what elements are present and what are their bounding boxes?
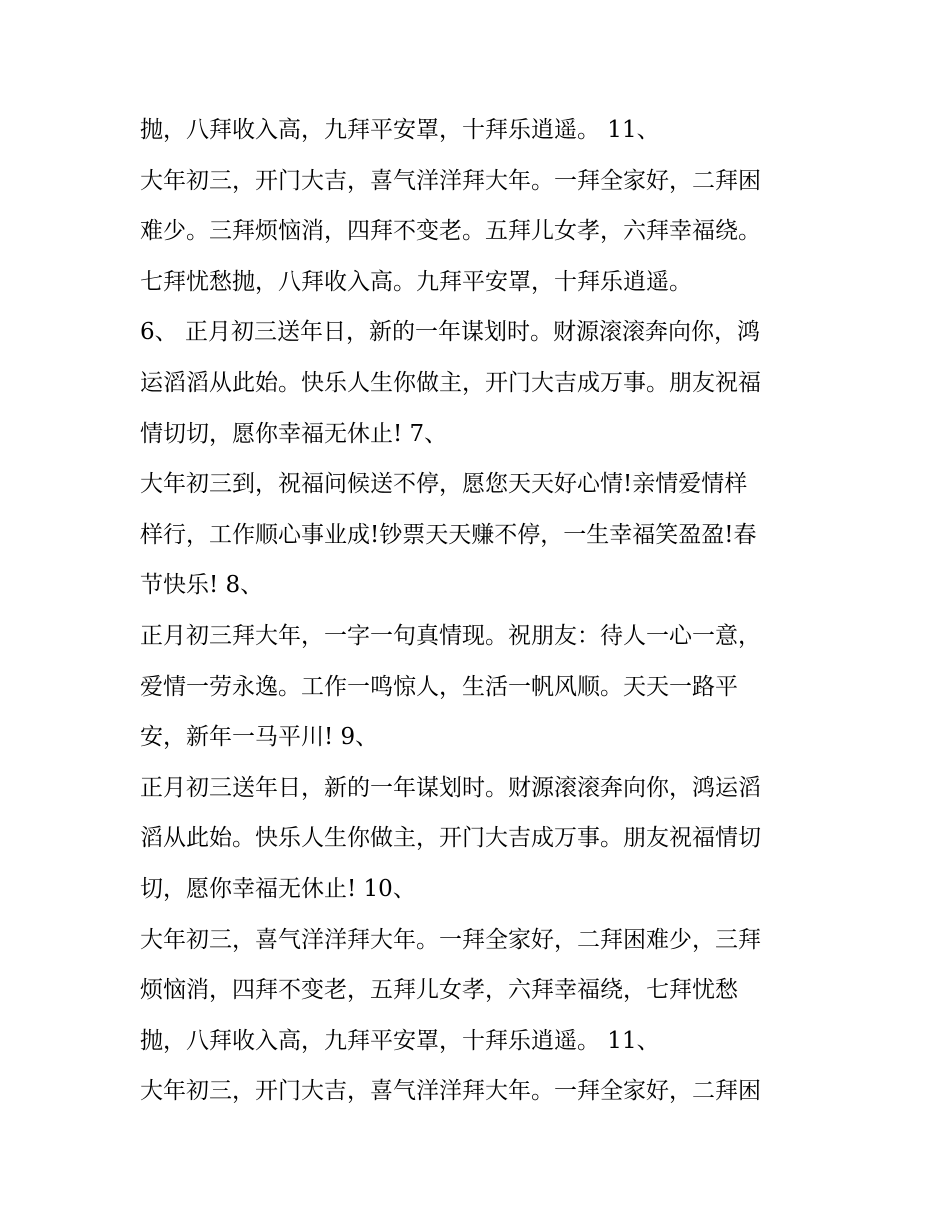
text-line: 爱情一劳永逸。工作一鸣惊人，生活一帆风顺。天天一路平 (140, 673, 738, 700)
text-line: 情切切，愿你幸福无休止! 7、 (140, 420, 448, 447)
text-line: 样行，工作顺心事业成!钞票天天赚不停，一生幸福笑盈盈!春 (140, 521, 757, 548)
text-line: 七拜忧愁抛，八拜收入高。九拜平安罩，十拜乐逍遥。 (140, 268, 692, 295)
text-line: 6、 正月初三送年日，新的一年谋划时。财源滚滚奔向你，鸿 (140, 319, 760, 346)
text-line: 切，愿你幸福无休止! 10、 (140, 875, 416, 902)
text-line: 安，新年一马平川! 9、 (140, 724, 379, 751)
text-line: 滔从此始。快乐人生你做主，开门大吉成万事。朋友祝福情切 (140, 825, 761, 852)
text-line: 烦恼消，四拜不变老，五拜儿女孝，六拜幸福绕，七拜忧愁 (140, 977, 738, 1004)
text-line: 正月初三拜大年，一字一句真情现。祝朋友：待人一心一意， (140, 622, 761, 649)
text-line: 大年初三到，祝福问候送不停，愿您天天好心情!亲情爱情样 (140, 471, 748, 498)
text-line: 节快乐! 8、 (140, 572, 264, 599)
text-line: 抛，八拜收入高，九拜平安罩，十拜乐逍遥。 11、 (140, 1027, 660, 1054)
text-line: 正月初三送年日，新的一年谋划时。财源滚滚奔向你，鸿运滔 (140, 774, 761, 801)
text-line: 抛，八拜收入高，九拜平安罩，十拜乐逍遥。 11、 (140, 117, 660, 143)
document-body (140, 105, 830, 1117)
text-line: 运滔滔从此始。快乐人生你做主，开门大吉成万事。朋友祝福 (140, 369, 761, 396)
text-line: 大年初三，开门大吉，喜气洋洋拜大年。一拜全家好，二拜困 (140, 1078, 761, 1105)
text-line: 大年初三，开门大吉，喜气洋洋拜大年。一拜全家好，二拜困 (140, 167, 761, 194)
text-line: 大年初三，喜气洋洋拜大年。一拜全家好，二拜困难少，三拜 (140, 926, 761, 953)
text-line: 难少。三拜烦恼消，四拜不变老。五拜儿女孝，六拜幸福绕。 (140, 218, 761, 245)
